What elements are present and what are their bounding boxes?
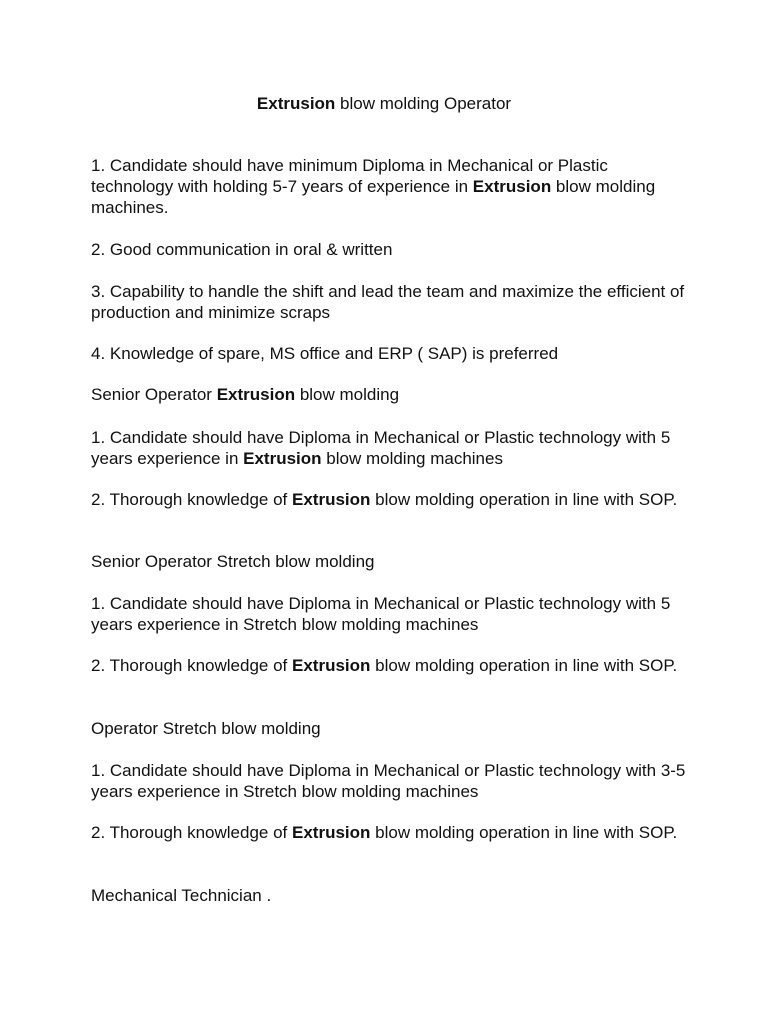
section-heading: Senior Operator Stretch blow molding	[91, 552, 375, 571]
item-bold: Extrusion	[243, 449, 322, 468]
item-bold: Extrusion	[292, 490, 371, 509]
requirement-item	[91, 655, 691, 676]
item-text: 1. Candidate should have minimum Diploma in Mechanical or Plastic technology with holding 5-7 years of experience in	[91, 156, 608, 196]
requirement-item	[91, 822, 691, 843]
item-text: blow molding operation in line with SOP.	[370, 656, 678, 675]
item-text: blow molding machines	[321, 449, 503, 468]
item-text: 1. Candidate should have Diploma in Mechanical or Plastic technology with 5 years experience in	[91, 428, 671, 468]
requirement-item: 4. Knowledge of spare, MS office and ERP ( SAP) is preferred	[91, 344, 559, 363]
requirement-item: 2. Good communication in oral & written	[91, 240, 393, 259]
title-rest: blow molding Operator	[335, 94, 512, 113]
requirement-item	[91, 427, 691, 469]
title-bold: Extrusion	[256, 94, 336, 113]
heading-text: Senior Operator	[91, 385, 217, 404]
heading-text: blow molding	[295, 385, 400, 404]
requirement-item	[91, 155, 691, 218]
item-text: 2. Thorough knowledge of	[91, 823, 292, 842]
requirement-item: 3. Capability to handle the shift and lead the team and maximize the efficient of production and minimize scraps	[91, 282, 685, 322]
requirement-item	[91, 489, 691, 510]
document-title	[0, 93, 768, 114]
item-text: 2. Thorough knowledge of	[91, 490, 292, 509]
section-heading: Operator Stretch blow molding	[91, 719, 321, 738]
item-text: 2. Thorough knowledge of	[91, 656, 292, 675]
item-text: blow molding operation in line with SOP.	[370, 823, 678, 842]
item-bold: Extrusion	[292, 656, 371, 675]
item-bold: Extrusion	[472, 177, 552, 196]
section-heading	[91, 384, 691, 405]
requirement-item: 1. Candidate should have Diploma in Mechanical or Plastic technology with 3-5 years experience in Stretch blow molding machines	[91, 761, 686, 801]
item-bold: Extrusion	[292, 823, 371, 842]
section-heading: Mechanical Technician .	[91, 886, 272, 905]
heading-bold: Extrusion	[216, 385, 296, 404]
item-text: blow molding operation in line with SOP.	[370, 490, 678, 509]
item-text: blow molding machines.	[91, 177, 656, 217]
requirement-item: 1. Candidate should have Diploma in Mechanical or Plastic technology with 5 years experience in Stretch blow molding machines	[91, 594, 671, 634]
